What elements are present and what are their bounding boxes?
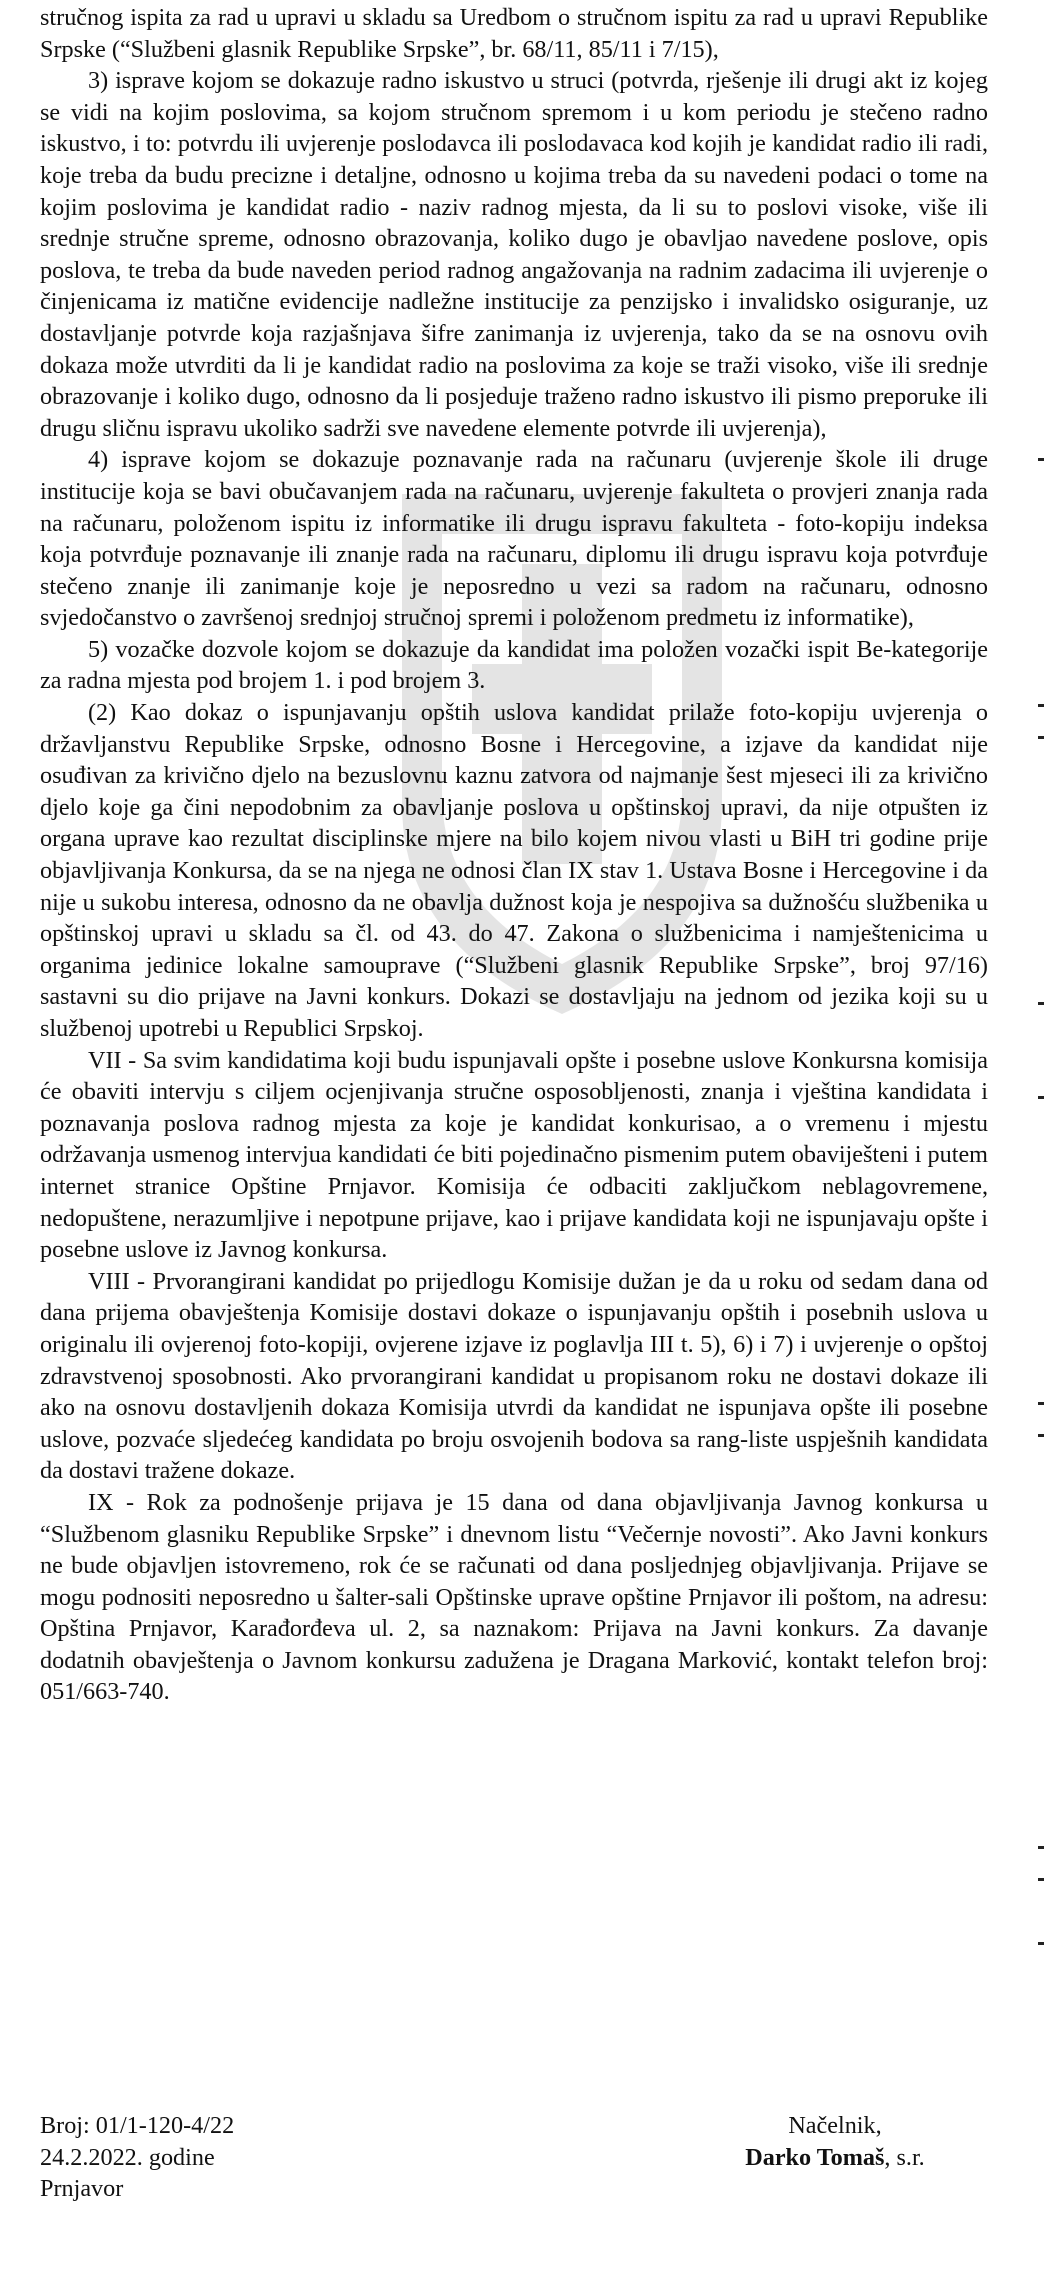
document-date: 24.2.2022. godine: [40, 2143, 215, 2171]
reference-block: [40, 2110, 234, 2205]
paragraph: (2) Kao dokaz o ispunjavanju opštih uslova kandidat prilaže foto-kopiju uvjerenja o državljanstvu Republike Srpske, odnosno Bosne i Hercegovine, a izjave da kandidat nije osuđivan za krivično djelo na bezuslovnu kaznu zatvora od najmanje šest mjeseci ili za krivično djelo koje ga čini nepodobnim za obavljanje poslova u opštinskoj upravi, da nije otpušten iz organa uprave kao rezultat disciplinske mjere na bilo kojem nivou vlasti u BiH tri godine prije objavljivanja Konkursa, da se na njega ne odnosi član IX stav 1. Ustava Bosne i Hercegovine i da nije u sukobu interesa, odnosno da ne obavlja dužnost koja je nespojiva sa dužnošću službenika u opštinskoj upravi u skladu sa čl. od 43. do 47. Zakona o službenicima i namještenicima u organima jedinice lokalne samouprave (“Službeni glasnik Republike Srpske”, broj 97/16) sastavni su dio prijave na Javni konkurs. Dokazi se dostavljaju na jednom od jezika koji su u službenoj upotrebi u Republici Srpskoj.: [40, 699, 988, 1042]
signature-block: [690, 2110, 980, 2173]
reference-number: Broj: 01/1-120-4/22: [40, 2112, 235, 2139]
signatory-name: Darko Tomaš: [745, 2143, 885, 2171]
body-text: [40, 2, 988, 1708]
paragraph: 3) isprave kojom se dokazuje radno iskustvo u struci (potvrda, rješenje ili drugi akt iz kojeg se vidi na kojim poslovima, sa kojom stručnom spremom i u kom periodu je stečeno radno iskustvo, i to: potvrdu ili uvjerenje poslodavca ili poslodavaca kod kojih je kandidat radio ili radi, koje treba da budu precizne i detaljne, odnosno u kojima treba da su navedeni podaci o tome na kojim poslovima je kandidat radio - naziv radnog mjesta, da li su to poslovi visoke, više ili srednje stručne spreme, odnosno obrazovanja, koliko dugo je obavljao navedene poslove, opis poslova, te treba da bude naveden period radnog angažovanja na radnim zadacima ili uvjerenje o činjenicama iz matične evidencije nadležne institucije za penzijsko i invalidsko osiguranje, uz dostavljanje potvrde koja razjašnjava šifre zanimanja iz uvjerenja, tako da se na osnovu ovih dokaza može utvrditi da li je kandidat radio na poslovima za koje se traži visoko, više ili srednje obrazovanje i koliko dugo, odnosno da li posjeduje traženo radno iskustvo ili pismo preporuke ili drugu sličnu ispravu ukoliko sadrži sve navedene elemente potvrde ili uvjerenja),: [40, 67, 988, 442]
paragraph: 4) isprave kojom se dokazuje poznavanje rada na računaru (uvjerenje škole ili druge institucije koja se bavi obučavanjem rada na računaru, uvjerenje fakulteta o provjeri znanja rada na računaru, položenom ispitu iz informatike ili drugu ispravu fakulteta - foto-kopiju indeksa koja potvrđuje poznavanje ili znanje rada na računaru, diplomu ili drugu ispravu koja potvrđuje stečeno znanje ili zanimanje koje je neposredno u vezi sa radom na računaru, odnosno svjedočanstvo o završenoj srednjoj stručnoj spremi i položenom predmetu iz informatike),: [40, 446, 988, 632]
page-edge-marks: [1034, 0, 1046, 2274]
signatory-line: [690, 2142, 980, 2174]
paragraph: VIII - Prvorangirani kandidat po prijedlogu Komisije dužan je da u roku od sedam dana od dana prijema obavještenja Komisije dostavi dokaze o ispunjavanju opštih i posebnih uslova u originalu ili ovjerenoj foto-kopiji, ovjerene izjave iz poglavlja III t. 5), 6) i 7) i uvjerenje o opštoj zdravstvenoj sposobnosti. Ako prvorangirani kandidat u propisanom roku ne dostavi dokaze ili ako na osnovu dostavljenih dokaza Komisija utvrdi da kandidat ne ispunjava opšte ili posebne uslove, pozvaće sljedećeg kandidata po broju osvojenih bodova sa rang-liste uspješnih kandidata da dostavi tražene dokaze.: [40, 1267, 988, 1485]
paragraph: VII - Sa svim kandidatima koji budu ispunjavali opšte i posebne uslove Konkursna komisija će obaviti intervju s ciljem ocjenjivanja stručne osposobljenosti, znanja i vještina kandidata i poznavanja poslova radnog mjesta za koje je kandidat konkurisao, a o vremenu i mjestu održavanja usmenog intervjua kandidati će biti pojedinačno pismenim putem obaviješteni i putem internet stranice Opštine Prnjavor. Komisija će odbaciti zaključkom neblagovremene, nedopuštene, nerazumljive i nepotpune prijave, kao i prijave kandidata koji ne ispunjavaju opšte i posebne uslove iz Javnog konkursa.: [40, 1046, 988, 1264]
signatory-title: Načelnik,: [788, 2112, 882, 2139]
paragraph: stručnog ispita za rad u upravi u skladu sa Uredbom o stručnom ispitu za rad u upravi Republike Srpske (“Službeni glasnik Republike Srpske”, br. 68/11, 85/11 i 7/15),: [40, 4, 988, 63]
paragraph: IX - Rok za podnošenje prijava je 15 dana od dana objavljivanja Javnog konkursa u “Službenom glasniku Republike Srpske” i dnevnom listu “Večernje novosti”. Ako Javni konkurs ne bude objavljen istovremeno, rok će se računati od dana posljednjeg objavljivanja. Prijave se mogu podnositi neposredno u šalter-sali Opštinske uprave opštine Prnjavor ili poštom, na adresu: Opština Prnjavor, Karađorđeva ul. 2, sa naznakom: Prijava na Javni konkurs. Za davanje dodatnih obavještenja o Javnom konkursu zadužena je Dragana Marković, kontakt telefon broj: 051/663-740.: [40, 1488, 988, 1706]
signatory-suffix: , s.r.: [884, 2143, 925, 2171]
paragraph: 5) vozačke dozvole kojom se dokazuje da kandidat ima položen vozački ispit Be-kategorije za radna mjesta pod brojem 1. i pod brojem 3.: [40, 635, 988, 695]
document-place: Prnjavor: [40, 2175, 124, 2203]
